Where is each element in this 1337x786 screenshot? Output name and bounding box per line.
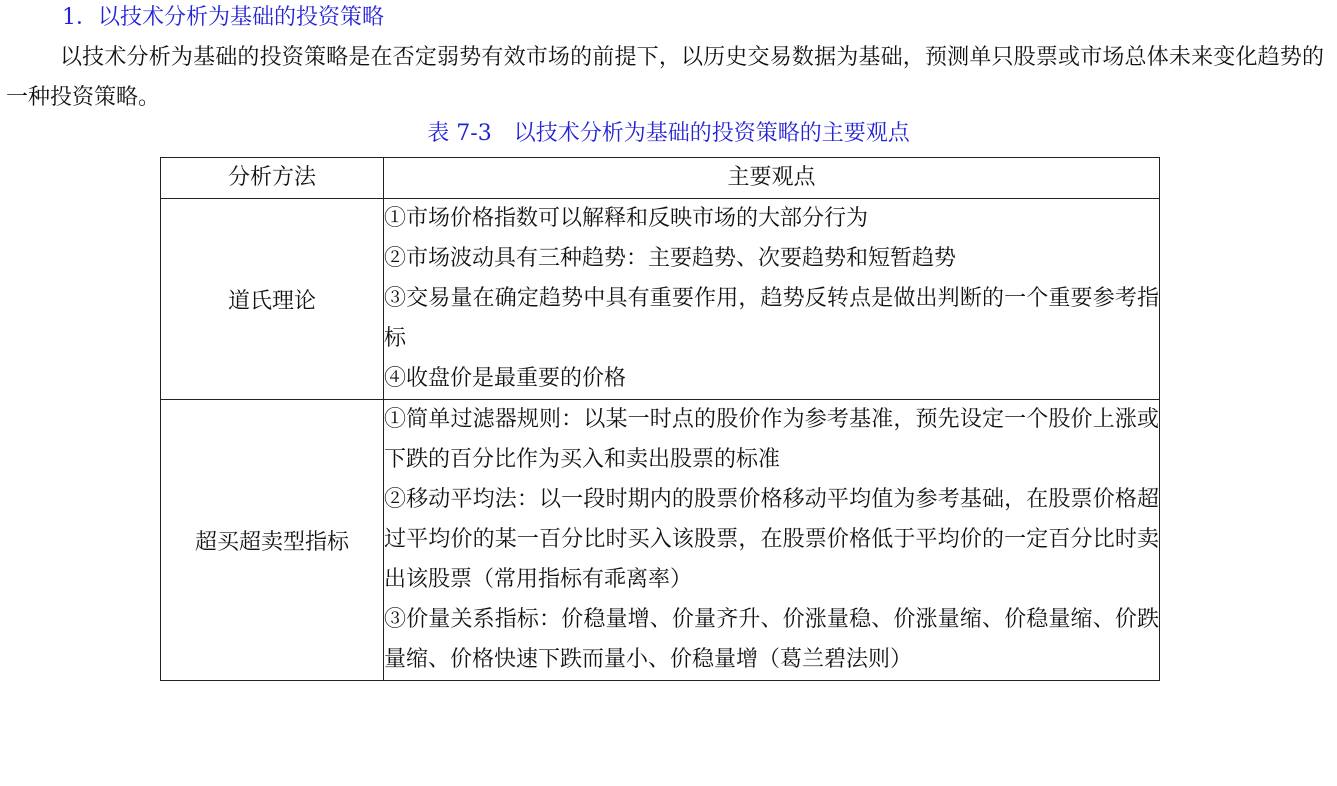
method-cell: 超买超卖型指标 xyxy=(161,400,384,681)
section-heading: 1．以技术分析为基础的投资策略 xyxy=(62,5,384,30)
point-item: ①市场价格指数可以解释和反映市场的大部分行为 xyxy=(384,206,869,231)
table-row xyxy=(161,199,1160,400)
method-cell: 道氏理论 xyxy=(161,199,384,400)
point-item: ①简单过滤器规则：以某一时点的股价作为参考基准，预先设定一个股价上涨或下跌的百分比作为买入和卖出股票的标准 xyxy=(384,407,1159,472)
point-item: ③交易量在确定趋势中具有重要作用，趋势反转点是做出判断的一个重要参考指标 xyxy=(384,286,1159,351)
table-caption: 表 7-3 以技术分析为基础的投资策略的主要观点 xyxy=(427,121,910,146)
header-method: 分析方法 xyxy=(161,158,384,199)
point-item: ④收盘价是最重要的价格 xyxy=(384,366,627,391)
table-header-row xyxy=(161,158,1160,199)
points-cell xyxy=(384,400,1160,681)
intro-paragraph: 以技术分析为基础的投资策略是在否定弱势有效市场的前提下，以历史交易数据为基础，预测单只股票或市场总体未来变化趋势的一种投资策略。 xyxy=(6,45,1324,110)
strategy-table xyxy=(160,157,1160,681)
point-item: ③价量关系指标：价稳量增、价量齐升、价涨量稳、价涨量缩、价稳量缩、价跌量缩、价格快速下跌而量小、价稳量增（葛兰碧法则） xyxy=(384,607,1159,672)
point-item: ②市场波动具有三种趋势：主要趋势、次要趋势和短暂趋势 xyxy=(384,246,957,271)
header-points: 主要观点 xyxy=(384,158,1160,199)
points-cell xyxy=(384,199,1160,400)
point-item: ②移动平均法：以一段时期内的股票价格移动平均值为参考基础，在股票价格超过平均价的某一百分比时买入该股票，在股票价格低于平均价的一定百分比时卖出该股票（常用指标有乖离率） xyxy=(384,487,1159,592)
table-row xyxy=(161,400,1160,681)
